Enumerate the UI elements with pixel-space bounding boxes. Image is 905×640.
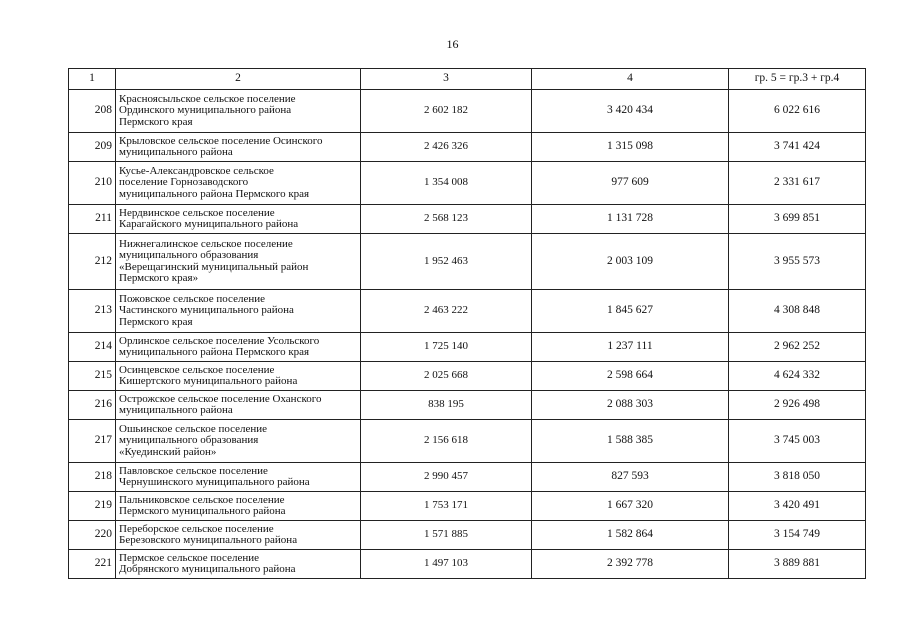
col3-value: 2 602 182 [361, 90, 532, 133]
table-row [69, 463, 866, 492]
col4-value: 2 003 109 [532, 234, 729, 290]
table-row [69, 234, 866, 290]
col3-value: 2 156 618 [361, 420, 532, 463]
col4-value: 1 667 320 [532, 492, 729, 521]
col3-value: 1 753 171 [361, 492, 532, 521]
col5-value: 2 331 617 [729, 162, 866, 205]
col3-value: 2 426 326 [361, 133, 532, 162]
row-number: 221 [69, 550, 116, 579]
header-col-1: 1 [69, 69, 116, 90]
col5-value: 3 420 491 [729, 492, 866, 521]
settlement-name: Переборское сельское поселение Березовского муниципального района [116, 521, 361, 550]
row-number: 213 [69, 290, 116, 333]
header-col-3: 3 [361, 69, 532, 90]
col4-value: 2 088 303 [532, 391, 729, 420]
col3-value: 2 025 668 [361, 362, 532, 391]
col5-value: 3 889 881 [729, 550, 866, 579]
col4-value: 827 593 [532, 463, 729, 492]
col4-value: 1 588 385 [532, 420, 729, 463]
col5-value: 3 699 851 [729, 205, 866, 234]
budget-table [68, 68, 866, 579]
col3-value: 838 195 [361, 391, 532, 420]
col3-value: 1 725 140 [361, 333, 532, 362]
table-row [69, 205, 866, 234]
col4-value: 1 315 098 [532, 133, 729, 162]
settlement-name: Пальниковское сельское поселение Пермского муниципального района [116, 492, 361, 521]
settlement-name: Нижнегалинское сельское поселение муниципального образования «Верещагинский муниципальный район Пермского края» [116, 234, 361, 290]
table-row [69, 521, 866, 550]
header-col-4: 4 [532, 69, 729, 90]
col5-value: 2 962 252 [729, 333, 866, 362]
table-row [69, 290, 866, 333]
col4-value: 1 237 111 [532, 333, 729, 362]
col5-value: 3 745 003 [729, 420, 866, 463]
col4-value: 2 598 664 [532, 362, 729, 391]
col5-value: 4 624 332 [729, 362, 866, 391]
header-col-2: 2 [116, 69, 361, 90]
row-number: 218 [69, 463, 116, 492]
settlement-name: Осинцевское сельское поселение Кишертского муниципального района [116, 362, 361, 391]
col4-value: 3 420 434 [532, 90, 729, 133]
col3-value: 2 568 123 [361, 205, 532, 234]
table-row [69, 420, 866, 463]
col5-value: 3 741 424 [729, 133, 866, 162]
col3-value: 1 354 008 [361, 162, 532, 205]
row-number: 220 [69, 521, 116, 550]
table-row [69, 550, 866, 579]
table-row [69, 162, 866, 205]
settlement-name: Пермское сельское поселение Добрянского муниципального района [116, 550, 361, 579]
row-number: 212 [69, 234, 116, 290]
row-number: 219 [69, 492, 116, 521]
row-number: 215 [69, 362, 116, 391]
page-number: 16 [446, 37, 459, 51]
header-row [69, 69, 866, 90]
settlement-name: Нердвинское сельское поселение Карагайского муниципального района [116, 205, 361, 234]
table-row [69, 90, 866, 133]
settlement-name: Кусье-Александровское сельское поселение Горнозаводского муниципального района Пермского края [116, 162, 361, 205]
settlement-name: Пожовское сельское поселение Частинского муниципального района Пермского края [116, 290, 361, 333]
col4-value: 1 845 627 [532, 290, 729, 333]
col4-value: 977 609 [532, 162, 729, 205]
settlement-name: Павловское сельское поселение Чернушинского муниципального района [116, 463, 361, 492]
row-number: 211 [69, 205, 116, 234]
table-row [69, 333, 866, 362]
col5-value: 3 955 573 [729, 234, 866, 290]
row-number: 214 [69, 333, 116, 362]
header-col-5: гр. 5 = гр.3 + гр.4 [729, 69, 866, 90]
col3-value: 2 990 457 [361, 463, 532, 492]
row-number: 208 [69, 90, 116, 133]
col5-value: 3 818 050 [729, 463, 866, 492]
col3-value: 1 497 103 [361, 550, 532, 579]
col5-value: 2 926 498 [729, 391, 866, 420]
row-number: 216 [69, 391, 116, 420]
col4-value: 2 392 778 [532, 550, 729, 579]
col3-value: 2 463 222 [361, 290, 532, 333]
col4-value: 1 131 728 [532, 205, 729, 234]
col5-value: 6 022 616 [729, 90, 866, 133]
row-number: 209 [69, 133, 116, 162]
table-row [69, 362, 866, 391]
row-number: 210 [69, 162, 116, 205]
settlement-name: Крыловское сельское поселение Осинского муниципального района [116, 133, 361, 162]
col3-value: 1 952 463 [361, 234, 532, 290]
col5-value: 3 154 749 [729, 521, 866, 550]
settlement-name: Ошьинское сельское поселение муниципального образования «Куединский район» [116, 420, 361, 463]
table-row [69, 133, 866, 162]
settlement-name: Острожское сельское поселение Оханского муниципального района [116, 391, 361, 420]
table-row [69, 492, 866, 521]
settlement-name: Красноясыльское сельское поселение Ординского муниципального района Пермского края [116, 90, 361, 133]
col3-value: 1 571 885 [361, 521, 532, 550]
col4-value: 1 582 864 [532, 521, 729, 550]
settlement-name: Орлинское сельское поселение Усольского муниципального района Пермского края [116, 333, 361, 362]
row-number: 217 [69, 420, 116, 463]
table-row [69, 391, 866, 420]
col5-value: 4 308 848 [729, 290, 866, 333]
